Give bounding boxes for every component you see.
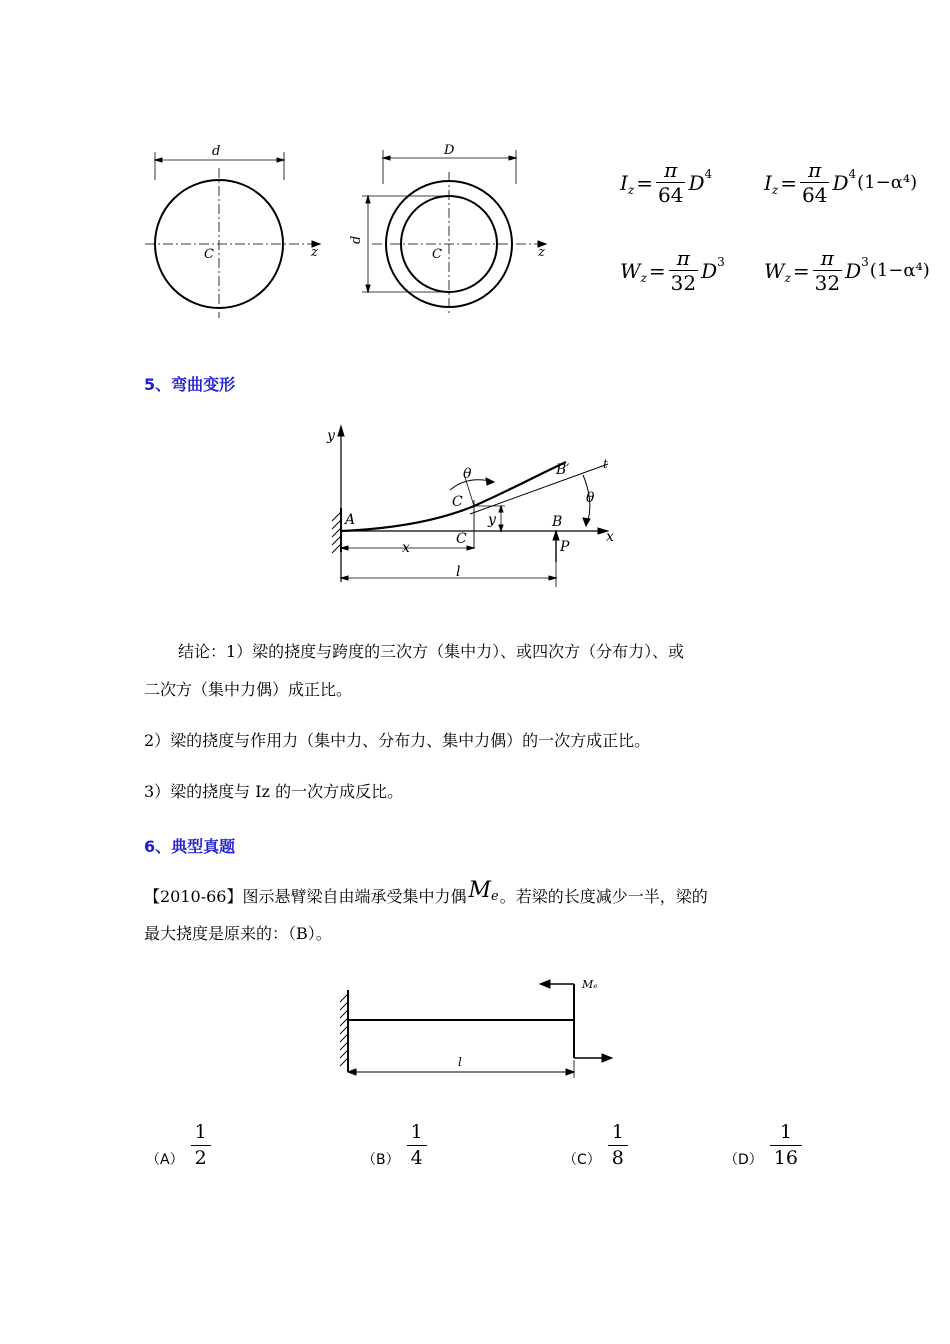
beam-deflection-figure <box>320 420 630 595</box>
question-line-2: 最大挠度是原来的：（B）。 <box>144 924 332 943</box>
beam-theta-c-label: θ <box>463 466 472 482</box>
beam-point-c-deflected-label: C <box>452 494 463 510</box>
beam-dist-x-label: x <box>402 540 410 556</box>
solid-center-label: C <box>204 247 214 262</box>
option-c-label: （C） <box>563 1151 601 1168</box>
cross-section-figure <box>140 140 560 330</box>
beam-length-label: l <box>456 564 461 580</box>
beam-load-label: P <box>560 539 570 555</box>
conclusion-line-4: 3）梁的挠度与 Iz 的一次方成反比。 <box>144 782 404 801</box>
question-line-1 <box>144 878 708 908</box>
beam-y-axis-label: y <box>327 428 335 444</box>
iz-solid-formula: I z = $\frac{\pi}{64}$ D 4 <box>620 158 713 207</box>
cantilever-length-label: l <box>458 1055 462 1069</box>
option-b-numerator: 1 <box>410 1121 423 1143</box>
beam-point-b-label: B <box>552 514 563 530</box>
beam-tangent-label: t <box>603 457 608 471</box>
option-d[interactable] <box>724 1120 805 1171</box>
wz-hollow-formula: W z = $\frac{\pi}{32}$ D 3 (1−α⁴) <box>764 246 930 295</box>
cantilever-moment-label: Mₑ <box>582 978 598 991</box>
beam-point-a-label: A <box>345 512 356 528</box>
moment-subscript: e <box>491 889 499 904</box>
question-text-after: 。若梁的长度减少一半，梁的 <box>499 887 708 906</box>
beam-deflection-label: y <box>488 512 496 528</box>
option-c-denominator: 8 <box>608 1145 628 1171</box>
option-d-label: （D） <box>724 1151 763 1168</box>
fixed-support <box>332 508 341 553</box>
solid-axis-label: z <box>311 245 318 260</box>
wz-solid-formula: W z = $\frac{\pi}{32}$ D 3 <box>620 246 725 295</box>
option-d-denominator: 16 <box>770 1145 802 1171</box>
option-a-denominator: 2 <box>191 1145 211 1171</box>
conclusion-line-1: 结论：1）梁的挠度与跨度的三次方（集中力）、或四次方（分布力）、或 <box>178 642 685 661</box>
section-6-heading: 6、典型真题 <box>144 837 236 856</box>
solid-circle-section <box>145 152 320 318</box>
conclusion-line-3: 2）梁的挠度与作用力（集中力、分布力、集中力偶）的一次方成正比。 <box>144 731 651 750</box>
option-a[interactable] <box>146 1120 214 1171</box>
option-a-numerator: 1 <box>194 1121 207 1143</box>
option-c-numerator: 1 <box>611 1121 624 1143</box>
question-text-before: 【2010-66】图示悬臂梁自由端承受集中力偶 <box>144 887 467 906</box>
cantilever-figure <box>330 970 630 1090</box>
section-5-heading: 5、弯曲变形 <box>144 375 236 394</box>
beam-point-b-prime-label: B′ <box>556 462 570 478</box>
option-b-denominator: 4 <box>407 1145 427 1171</box>
hollow-inner-dim-label: d <box>349 235 364 244</box>
iz-hollow-formula: I z = $\frac{\pi}{64}$ D 4 (1−α⁴) <box>764 158 918 207</box>
hollow-outer-dim-label: D <box>444 143 455 158</box>
hollow-center-label: C <box>432 247 442 262</box>
hollow-circle-section <box>362 150 546 316</box>
option-c[interactable] <box>563 1120 631 1171</box>
option-d-numerator: 1 <box>779 1121 792 1143</box>
conclusion-line-2: 二次方（集中力偶）成正比。 <box>144 680 353 699</box>
option-b-label: （B） <box>362 1151 400 1168</box>
option-b[interactable] <box>362 1120 430 1171</box>
moment-symbol: M <box>468 878 492 903</box>
option-a-label: （A） <box>146 1151 184 1168</box>
hollow-axis-label: z <box>538 245 545 260</box>
beam-x-axis-label: x <box>606 529 614 545</box>
beam-point-c-label: C <box>456 531 467 547</box>
solid-dim-label: d <box>212 144 221 159</box>
beam-theta-b-label: θ <box>586 490 595 506</box>
